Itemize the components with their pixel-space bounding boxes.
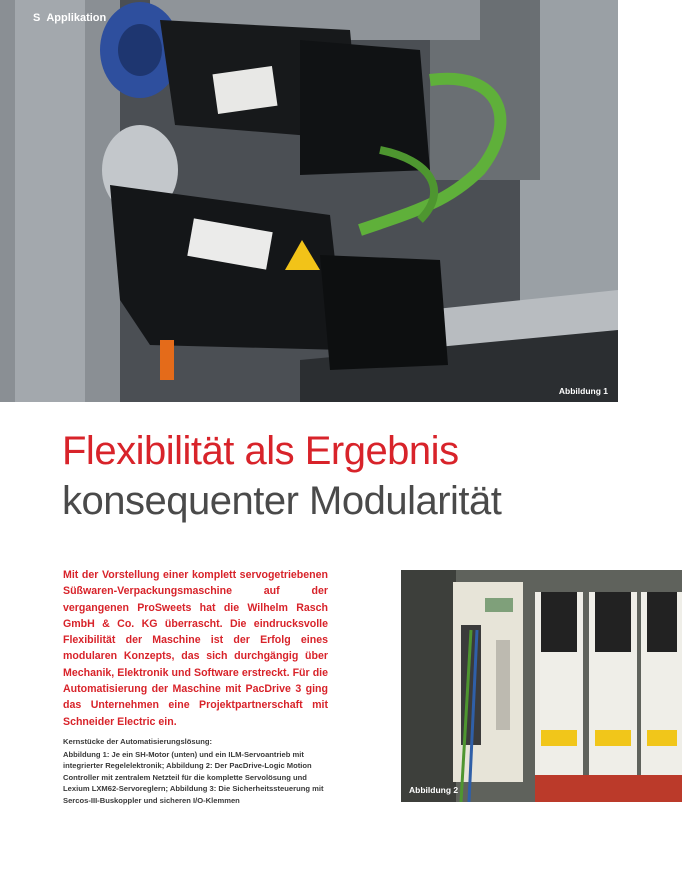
hero-photo: [0, 0, 618, 402]
article-headline: [62, 428, 662, 524]
section-header: [0, 0, 183, 36]
lead-paragraph: Mit der Vorstellung einer komplett servogetriebenen Süßwaren-Verpackungsmaschine auf der vergangenen ProSweets hat die Wilhelm Rasch GmbH & Co. KG überrascht. Die eindrucksvolle Flexibilität der Maschine ist der Erfolg eines modularen Konzepts, das sich durchgängig über Mechanik, Elektronik und Software erstreckt. Für die Automatisierung der Maschine mit PacDrive 3 ging das Unternehmen eine Projektpartnerschaft mit Schneider Electric ein.: [63, 569, 328, 728]
captions-body: Abbildung 1: Je ein SH-Motor (unten) und ein ILM-Servoantrieb mit integrierter Regelelektronik; Abbildung 2: Der PacDrive-Logic Motion Controller mit zentralem Netzteil für die komplette Servolösung und Lexium LXM62-Servoreglern; Abbildung 3: Die Sicherheitssteuerung mit Sercos-III-Buskoppler und sicheren I/O-Klemmen: [63, 749, 324, 805]
headline-line-2: konsequenter Modularität: [62, 479, 502, 523]
section-letter: S: [33, 12, 41, 24]
captions-title: Kernstücke der Automatisierungslösung:: [63, 737, 213, 746]
section-name: Applikation: [46, 12, 107, 24]
servo-motors-illustration: [0, 0, 618, 402]
figure-captions: [63, 736, 333, 806]
control-cabinet-illustration: [401, 570, 682, 802]
figure-2-caption: Abbildung 2: [409, 785, 459, 795]
controller-photo: [401, 570, 682, 802]
headline-line-1: Flexibilität als Ergebnis: [62, 429, 459, 473]
figure-1-caption: Abbildung 1: [558, 386, 608, 396]
